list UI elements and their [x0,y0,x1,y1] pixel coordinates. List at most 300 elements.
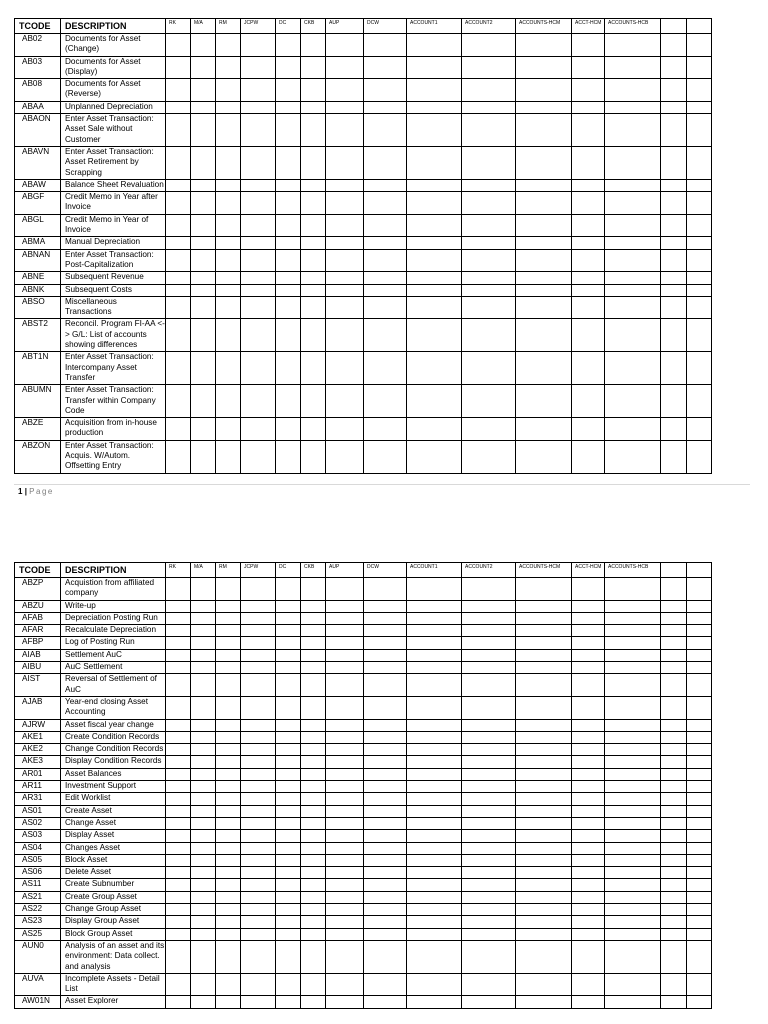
empty-cell [364,879,407,891]
empty-cell [687,842,712,854]
empty-cell [364,768,407,780]
empty-cell [516,781,572,793]
empty-cell [276,996,301,1008]
empty-cell [462,284,516,296]
empty-cell [326,114,364,147]
table-row [15,385,712,418]
empty-cell [166,904,191,916]
empty-cell [301,214,326,237]
empty-cell [191,928,216,940]
empty-cell [166,418,191,441]
empty-cell [516,904,572,916]
empty-cell [241,662,276,674]
empty-cell [326,867,364,879]
empty-cell [516,756,572,768]
empty-cell [462,928,516,940]
column-header: AUP [326,563,364,578]
empty-cell [462,56,516,79]
empty-cell [191,146,216,179]
description-cell: Manual Depreciation [61,237,166,249]
empty-cell [301,625,326,637]
tcode-cell: ABNE [15,272,61,284]
empty-cell [191,649,216,661]
empty-cell [276,817,301,829]
empty-cell [516,625,572,637]
empty-cell [241,284,276,296]
empty-cell [687,719,712,731]
empty-cell [216,731,241,743]
empty-cell [516,272,572,284]
empty-cell [166,830,191,842]
empty-cell [216,637,241,649]
empty-cell [687,940,712,973]
empty-cell [326,916,364,928]
empty-cell [166,101,191,113]
tcode-header: TCODE [15,19,61,34]
empty-cell [216,793,241,805]
empty-cell [462,996,516,1008]
empty-cell [572,146,605,179]
empty-cell [191,805,216,817]
table-row [15,637,712,649]
empty-cell [407,996,462,1008]
empty-cell [326,612,364,624]
description-cell: Display Asset [61,830,166,842]
empty-cell [166,973,191,996]
empty-cell [516,284,572,296]
empty-cell [166,319,191,352]
column-header [661,563,687,578]
column-header: JCPW [241,19,276,34]
empty-cell [241,940,276,973]
empty-cell [572,916,605,928]
empty-cell [605,179,661,191]
table-row [15,284,712,296]
empty-cell [661,237,687,249]
empty-cell [687,214,712,237]
description-cell: Documents for Asset (Reverse) [61,79,166,102]
empty-cell [605,352,661,385]
empty-cell [276,319,301,352]
empty-cell [166,768,191,780]
empty-cell [462,793,516,805]
empty-cell [572,319,605,352]
empty-cell [407,440,462,473]
tcode-cell: AR01 [15,768,61,780]
empty-cell [241,101,276,113]
empty-cell [687,600,712,612]
tcode-cell: ABZE [15,418,61,441]
empty-cell [661,418,687,441]
description-cell: Reconcil. Program FI-AA <-> G/L: List of accounts showing differences [61,319,166,352]
tcode-cell: AIAB [15,649,61,661]
empty-cell [661,830,687,842]
empty-cell [516,440,572,473]
empty-cell [301,272,326,284]
empty-cell [572,649,605,661]
empty-cell [516,768,572,780]
empty-cell [216,34,241,57]
column-header: DC [276,19,301,34]
empty-cell [687,674,712,697]
empty-cell [661,101,687,113]
empty-cell [326,296,364,319]
empty-cell [276,891,301,903]
empty-cell [364,842,407,854]
column-header: DCW [364,19,407,34]
empty-cell [407,916,462,928]
empty-cell [241,272,276,284]
empty-cell [605,904,661,916]
empty-cell [572,973,605,996]
empty-cell [462,879,516,891]
empty-cell [301,904,326,916]
empty-cell [326,214,364,237]
empty-cell [216,719,241,731]
empty-cell [364,793,407,805]
column-header: AUP [326,19,364,34]
empty-cell [516,600,572,612]
empty-cell [572,928,605,940]
empty-cell [216,940,241,973]
empty-cell [687,249,712,272]
empty-cell [462,114,516,147]
empty-cell [276,731,301,743]
empty-cell [605,237,661,249]
empty-cell [407,101,462,113]
description-cell: Asset Balances [61,768,166,780]
description-cell: Miscellaneous Transactions [61,296,166,319]
empty-cell [166,440,191,473]
empty-cell [605,114,661,147]
empty-cell [516,842,572,854]
description-cell: Create Asset [61,805,166,817]
empty-cell [605,418,661,441]
empty-cell [241,249,276,272]
empty-cell [516,612,572,624]
empty-cell [687,319,712,352]
empty-cell [241,916,276,928]
empty-cell [605,146,661,179]
empty-cell [687,768,712,780]
column-header: M/A [191,563,216,578]
empty-cell [326,192,364,215]
footer-separator: | [24,487,27,496]
tcode-cell: ABZON [15,440,61,473]
empty-cell [301,805,326,817]
empty-cell [276,600,301,612]
empty-cell [301,34,326,57]
empty-cell [326,731,364,743]
tcode-cell: AFAB [15,612,61,624]
empty-cell [191,940,216,973]
empty-cell [301,192,326,215]
empty-cell [241,114,276,147]
empty-cell [216,101,241,113]
empty-cell [301,696,326,719]
empty-cell [572,625,605,637]
empty-cell [301,719,326,731]
empty-cell [687,867,712,879]
empty-cell [687,114,712,147]
empty-cell [462,612,516,624]
empty-cell [276,192,301,215]
empty-cell [241,56,276,79]
empty-cell [364,904,407,916]
empty-cell [687,781,712,793]
empty-cell [516,719,572,731]
empty-cell [516,696,572,719]
page-number: 1 [18,487,23,496]
empty-cell [572,101,605,113]
empty-cell [407,719,462,731]
table-row [15,79,712,102]
empty-cell [462,719,516,731]
empty-cell [572,719,605,731]
empty-cell [364,600,407,612]
empty-cell [407,674,462,697]
description-cell: AuC Settlement [61,662,166,674]
empty-cell [241,179,276,191]
empty-cell [241,731,276,743]
empty-cell [572,578,605,601]
empty-cell [462,817,516,829]
table-row [15,916,712,928]
empty-cell [462,842,516,854]
tcode-cell: AIST [15,674,61,697]
description-cell: Enter Asset Transaction: Acquis. W/Autom. Offsetting Entry [61,440,166,473]
empty-cell [407,214,462,237]
empty-cell [301,793,326,805]
empty-cell [364,854,407,866]
empty-cell [364,830,407,842]
empty-cell [407,879,462,891]
empty-cell [326,830,364,842]
empty-cell [661,744,687,756]
empty-cell [661,940,687,973]
empty-cell [462,600,516,612]
column-header: ACCOUNTS-HCB [605,563,661,578]
empty-cell [326,940,364,973]
empty-cell [572,940,605,973]
tcode-cell: AKE2 [15,744,61,756]
table-row [15,34,712,57]
description-cell: Enter Asset Transaction: Transfer within Company Code [61,385,166,418]
empty-cell [216,352,241,385]
description-cell: Create Group Asset [61,891,166,903]
description-cell: Credit Memo in Year of Invoice [61,214,166,237]
empty-cell [191,418,216,441]
empty-cell [166,146,191,179]
empty-cell [364,696,407,719]
table-row [15,867,712,879]
empty-cell [241,805,276,817]
description-cell: Documents for Asset (Change) [61,34,166,57]
empty-cell [572,817,605,829]
empty-cell [462,867,516,879]
empty-cell [605,272,661,284]
empty-cell [516,793,572,805]
empty-cell [572,996,605,1008]
empty-cell [516,237,572,249]
empty-cell [241,146,276,179]
empty-cell [301,284,326,296]
empty-cell [516,891,572,903]
table-row [15,781,712,793]
empty-cell [407,940,462,973]
empty-cell [462,214,516,237]
table-row [15,996,712,1008]
table-row [15,56,712,79]
empty-cell [216,214,241,237]
description-cell: Depreciation Posting Run [61,612,166,624]
empty-cell [216,781,241,793]
empty-cell [516,385,572,418]
empty-cell [326,385,364,418]
empty-cell [166,854,191,866]
empty-cell [687,973,712,996]
empty-cell [191,996,216,1008]
tcode-cell: AB08 [15,79,61,102]
table-row [15,319,712,352]
empty-cell [407,662,462,674]
empty-cell [191,179,216,191]
tcode-cell: AS25 [15,928,61,940]
empty-cell [301,854,326,866]
empty-cell [216,600,241,612]
empty-cell [661,756,687,768]
description-cell: Create Subnumber [61,879,166,891]
empty-cell [661,719,687,731]
empty-cell [241,296,276,319]
empty-cell [687,284,712,296]
empty-cell [216,996,241,1008]
empty-cell [276,805,301,817]
empty-cell [572,79,605,102]
empty-cell [326,352,364,385]
column-header: ACCOUNTS-HCM [516,563,572,578]
empty-cell [661,179,687,191]
empty-cell [462,352,516,385]
empty-cell [516,973,572,996]
empty-cell [301,662,326,674]
empty-cell [166,612,191,624]
empty-cell [216,385,241,418]
empty-cell [276,842,301,854]
description-header: DESCRIPTION [61,563,166,578]
empty-cell [516,744,572,756]
empty-cell [301,418,326,441]
empty-cell [687,916,712,928]
empty-cell [326,805,364,817]
table-row [15,904,712,916]
empty-cell [301,781,326,793]
column-header: JCPW [241,563,276,578]
empty-cell [326,440,364,473]
empty-cell [407,79,462,102]
empty-cell [687,805,712,817]
empty-cell [301,296,326,319]
empty-cell [661,612,687,624]
empty-cell [191,440,216,473]
tcode-cell: ABNAN [15,249,61,272]
empty-cell [605,296,661,319]
empty-cell [661,891,687,903]
empty-cell [326,879,364,891]
empty-cell [462,781,516,793]
empty-cell [216,249,241,272]
empty-cell [166,719,191,731]
empty-cell [326,101,364,113]
empty-cell [687,237,712,249]
empty-cell [301,114,326,147]
empty-cell [216,805,241,817]
empty-cell [462,904,516,916]
empty-cell [364,928,407,940]
table-row [15,662,712,674]
empty-cell [191,214,216,237]
tcode-cell: ABT1N [15,352,61,385]
empty-cell [241,854,276,866]
empty-cell [572,805,605,817]
empty-cell [364,440,407,473]
table-row [15,146,712,179]
empty-cell [407,146,462,179]
empty-cell [462,731,516,743]
empty-cell [364,418,407,441]
empty-cell [462,854,516,866]
empty-cell [462,578,516,601]
empty-cell [326,674,364,697]
empty-cell [605,249,661,272]
empty-cell [407,731,462,743]
empty-cell [191,973,216,996]
empty-cell [166,637,191,649]
empty-cell [516,114,572,147]
tcode-cell: AS11 [15,879,61,891]
empty-cell [216,418,241,441]
empty-cell [364,744,407,756]
empty-cell [407,612,462,624]
empty-cell [462,940,516,973]
empty-cell [301,842,326,854]
empty-cell [241,891,276,903]
empty-cell [687,625,712,637]
description-cell: Documents for Asset (Display) [61,56,166,79]
tcode-cell: AJAB [15,696,61,719]
empty-cell [326,637,364,649]
empty-cell [166,940,191,973]
empty-cell [241,34,276,57]
empty-cell [191,731,216,743]
empty-cell [687,793,712,805]
empty-cell [516,101,572,113]
empty-cell [364,637,407,649]
empty-cell [216,114,241,147]
description-cell: Analysis of an asset and its environment: Data collect. and analysis [61,940,166,973]
description-cell: Reversal of Settlement of AuC [61,674,166,697]
empty-cell [241,817,276,829]
empty-cell [364,79,407,102]
empty-cell [364,781,407,793]
empty-cell [661,867,687,879]
empty-cell [166,879,191,891]
empty-cell [241,79,276,102]
empty-cell [276,612,301,624]
table-row [15,928,712,940]
empty-cell [301,319,326,352]
empty-cell [241,744,276,756]
